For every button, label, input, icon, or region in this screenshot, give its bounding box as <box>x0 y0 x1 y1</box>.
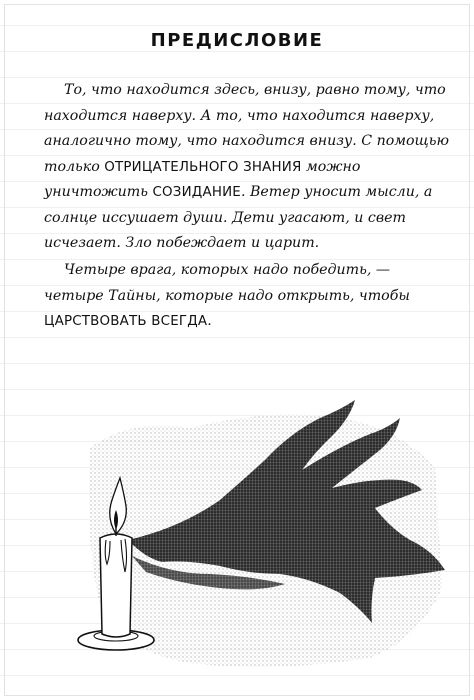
paragraph-2 <box>44 258 449 335</box>
candle-shadow-illustration <box>70 388 450 678</box>
paragraph-2-text-start: Четыре врага, которых надо победить, — четыре Тайны, которые надо открыть, чтобы <box>44 262 410 304</box>
paragraph-1-emphasis-negative-knowledge: ОТРИЦАТЕЛЬНОГО ЗНАНИЯ <box>104 159 302 175</box>
paragraph-1-text-end: . Ветер уносит мысли, а солнце иссушает души. Дети угасают, и свет исчезает. Зло побеждает и царит. <box>44 184 433 251</box>
paragraph-2-emphasis-reign-forever: ЦАРСТВОВАТЬ ВСЕГДА <box>44 314 208 329</box>
paragraph-1-text-start: То, что находится здесь, внизу, равно тому, что находится наверху. А то, что находится наверху, аналогично тому, что находится внизу. С помощью только <box>44 82 449 175</box>
paragraph-1-text-middle: можно уничтожить <box>44 158 361 200</box>
paragraph-1-emphasis-creation: СОЗИДАНИЕ <box>152 185 241 200</box>
paragraph-2-text-end: . <box>207 313 212 329</box>
paragraph-1 <box>44 78 449 257</box>
page-title: ПРЕДИСЛОВИЕ <box>150 30 324 51</box>
